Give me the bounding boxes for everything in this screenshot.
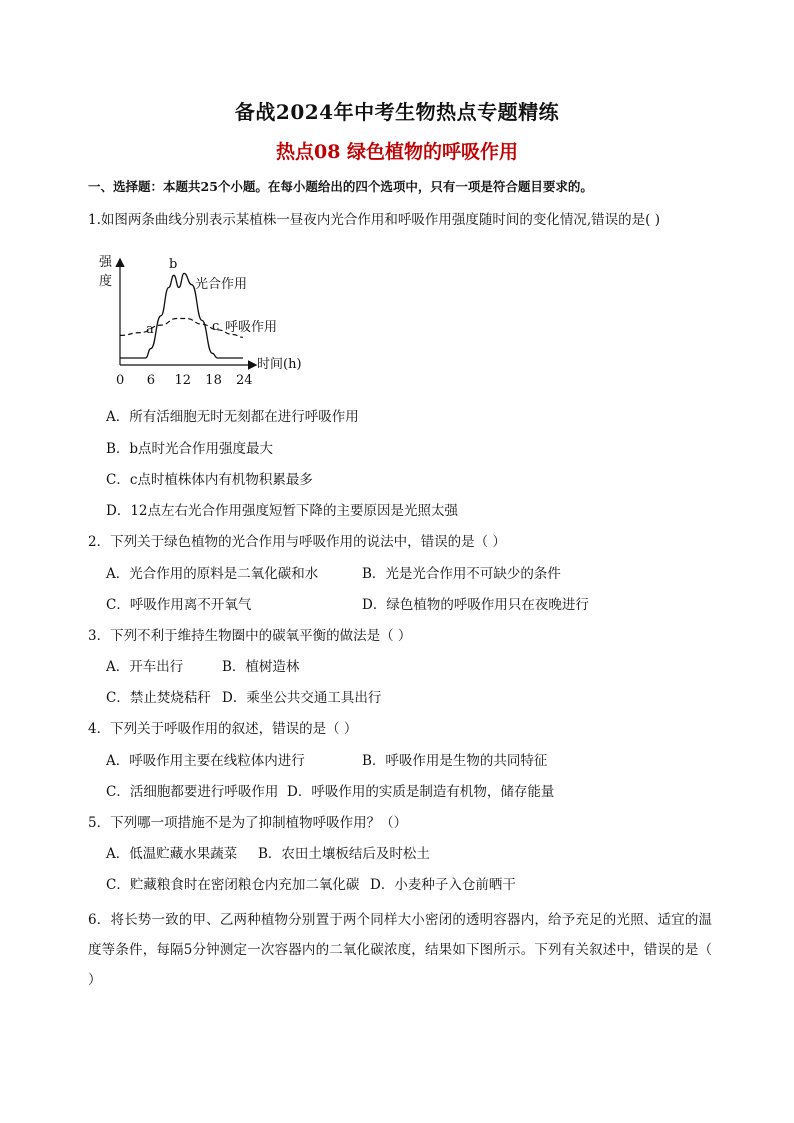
point-label-a: a	[146, 322, 154, 337]
x-tick-label: 24	[236, 373, 253, 388]
x-tick-label: 6	[146, 373, 156, 388]
question-1-option-b[interactable]: B．b点时光合作用强度最大	[106, 441, 274, 457]
question-5-option-a[interactable]: A．低温贮藏水果蔬菜	[106, 846, 238, 862]
x-tick-label: 12	[174, 373, 192, 388]
question-3-option-b[interactable]: B．植树造林	[222, 659, 300, 675]
question-1-option-d[interactable]: D．12点左右光合作用强度短暂下降的主要原因是光照太强	[106, 503, 459, 519]
x-tick-label: 18	[205, 373, 222, 388]
question-2-option-c[interactable]: C．呼吸作用离不开氧气	[106, 597, 252, 613]
question-1-stem: 1.如图两条曲线分别表示某植株一昼夜内光合作用和呼吸作用强度随时间的变化情况,错误的是( )	[88, 212, 660, 228]
question-5-option-c[interactable]: C．贮藏粮食时在密闭粮仓内充加二氧化碳	[106, 877, 360, 893]
series-label-respiration: 呼吸作用	[225, 320, 278, 335]
question-3-stem: 3．下列不利于维持生物圈中的碳氧平衡的做法是（ ）	[88, 628, 412, 644]
question-5-stem: 5．下列哪一项措施不是为了抑制植物呼吸作用？（）	[88, 815, 408, 831]
chart-light-respiration	[95, 250, 335, 390]
question-4-stem: 4．下列关于呼吸作用的叙述，错误的是（ ）	[88, 721, 358, 737]
x-axis-label: 时间(h)	[257, 357, 302, 372]
question-5-option-b[interactable]: B．农田土壤板结后及时松土	[258, 846, 430, 862]
question-2-stem: 2．下列关于绿色植物的光合作用与呼吸作用的说法中，错误的是（ ）	[88, 534, 506, 550]
question-4-option-b[interactable]: B．呼吸作用是生物的共同特征	[362, 753, 548, 769]
question-2-option-b[interactable]: B．光是光合作用不可缺少的条件	[362, 566, 561, 582]
section-heading: 一、选择题：本题共25个小题。在每小题给出的四个选项中，只有一项是符合题目要求的。	[88, 179, 593, 194]
series-label-photosynthesis: 光合作用	[195, 277, 248, 292]
x-tick-label: 0	[116, 373, 125, 388]
question-3-option-c[interactable]: C．禁止焚烧秸秆	[106, 690, 211, 706]
question-1-option-a[interactable]: A．所有活细胞无时无刻都在进行呼吸作用	[106, 409, 359, 425]
question-4-option-c[interactable]: C．活细胞都要进行呼吸作用	[106, 784, 279, 800]
question-6-stem: 6．将长势一致的甲、乙两种植物分别置于两个同样大小密闭的透明容器内，给予充足的光照、适宜的温度等条件，每隔5分钟测定一次容器内的二氧化碳浓度，结果如下图所示。下列有关叙述中，错误的是（ ）	[88, 912, 712, 988]
question-1-option-c[interactable]: C．c点时植株体内有机物积累最多	[106, 472, 313, 488]
question-5-option-d[interactable]: D．小麦种子入仓前晒干	[370, 877, 516, 893]
point-label-b: b	[169, 257, 178, 272]
y-label-top: 强	[99, 255, 113, 270]
point-label-c: c	[212, 319, 220, 334]
question-2-option-a[interactable]: A．光合作用的原料是二氧化碳和水	[106, 566, 319, 582]
page-subtitle: 热点08 绿色植物的呼吸作用	[275, 141, 519, 163]
question-4-option-a[interactable]: A．呼吸作用主要在线粒体内进行	[106, 753, 305, 769]
question-3-option-d[interactable]: D．乘坐公共交通工具出行	[222, 690, 382, 706]
page-title: 备战2024年中考生物热点专题精练	[234, 100, 560, 124]
y-label-bottom: 度	[99, 274, 113, 289]
question-2-option-d[interactable]: D．绿色植物的呼吸作用只在夜晚进行	[362, 597, 589, 613]
question-4-option-d[interactable]: D．呼吸作用的实质是制造有机物，储存能量	[287, 784, 555, 800]
question-3-option-a[interactable]: A．开车出行	[106, 659, 184, 675]
